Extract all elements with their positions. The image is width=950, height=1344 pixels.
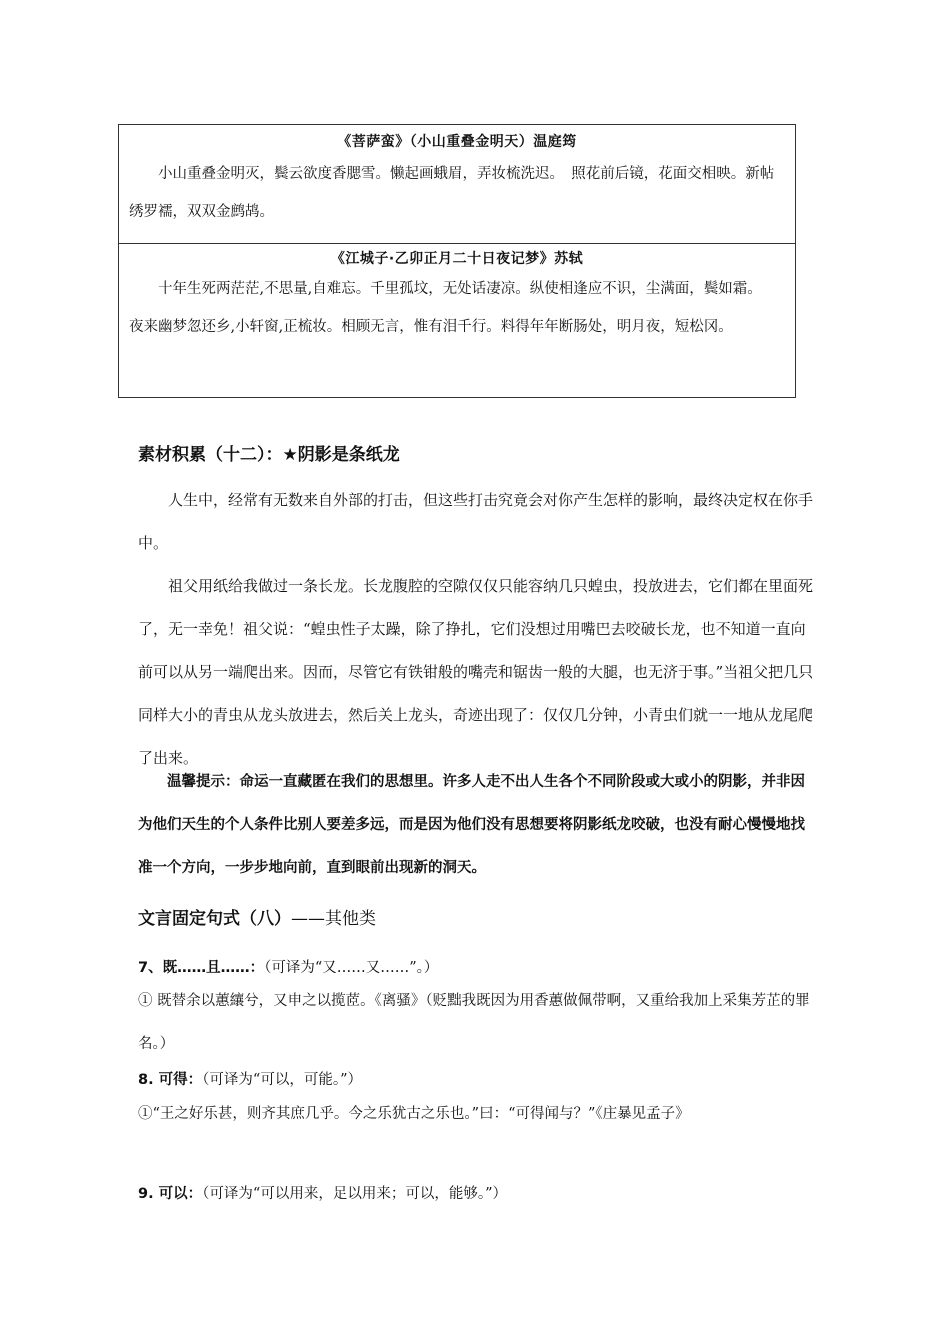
pattern-item <box>138 1182 816 1206</box>
pattern-label: 8. 可得： <box>138 1072 203 1088</box>
pattern-item <box>138 956 816 980</box>
pattern-note: （可译为“可以，可能。”） <box>202 1072 362 1088</box>
paragraph: 祖父用纸给我做过一条长龙。长龙腹腔的空隙仅仅只能容纳几只蝗虫，投放进去，它们都在里面死了，无一幸免！祖父说：“蝗虫性子太躁，除了挣扎，它们没想过用嘴巴去咬破长龙，也不知道一直向前可以从另一端爬出来。因而，尽管它有铁钳般的嘴壳和锯齿一般的大腿，也无济于事。”当祖父把几只同样大小的青虫从龙头放进去，然后关上龙头，奇迹出现了：仅仅几分钟，小青虫们就一一地从龙尾爬了出来。 <box>138 577 814 767</box>
pattern-label: 9. 可以： <box>138 1186 203 1202</box>
poem-text: 十年生死两茫茫,不思量,自难忘。千里孤坟，无处话凄凉。纵使相逢应不识，尘满面，鬓如霜。 夜来幽梦忽还乡,小轩窗,正梳妆。相顾无言，惟有泪千行。料得年年断肠处，明月夜，短松冈。 <box>129 281 769 335</box>
tip-paragraph: 温馨提示：命运一直藏匿在我们的思想里。许多人走不出人生各个不同阶段或大或小的阴影，并非因为他们天生的个人条件比别人要差多远，而是因为他们没有思想要将阴影纸龙咬破，也没有耐心慢慢地找准一个方向，一步步地向前，直到眼前出现新的洞天。 <box>138 773 805 876</box>
poem-text: 小山重叠金明灭，鬓云欲度香腮雪。懒起画蛾眉，弄妆梳洗迟。 照花前后镜，花面交相映。新帖绣罗襦，双双金鹧鸪。 <box>129 166 775 220</box>
example-text: ①“王之好乐甚，则齐其庶几乎。今之乐犹古之乐也。”曰：“可得闻与？”《庄暴见孟子》 <box>138 1106 690 1122</box>
poem-title: 《江城子·乙卯正月二十日夜记梦》苏轼 <box>330 251 584 267</box>
poem-row-1 <box>119 125 795 243</box>
poem-title: 《菩萨蛮》（小山重叠金明天）温庭筠 <box>337 134 577 150</box>
pattern-item <box>138 1068 816 1092</box>
section-subtitle: ——其他类 <box>291 909 376 929</box>
pattern-note: （可译为“又……又……”。） <box>264 960 439 976</box>
paragraph: 人生中，经常有无数来自外部的打击，但这些打击究竟会对你产生怎样的影响，最终决定权在你手中。 <box>138 491 814 552</box>
pattern-note: （可译为“可以用来，足以用来；可以，能够。”） <box>202 1186 507 1202</box>
poem-table <box>118 124 796 398</box>
pattern-label: 7、既……且……： <box>138 960 265 976</box>
example-text: ① 既替余以蕙纕兮，又申之以揽茝。《离骚》（贬黜我既因为用香蕙做佩带啊，又重给我加上采集芳芷的罪名。） <box>138 993 810 1052</box>
poem-row-2 <box>119 243 795 398</box>
section-heading <box>138 904 376 929</box>
section-heading: 素材积累（十二）：★阴影是条纸龙 <box>138 445 400 465</box>
section-title: 文言固定句式（八） <box>138 909 291 929</box>
